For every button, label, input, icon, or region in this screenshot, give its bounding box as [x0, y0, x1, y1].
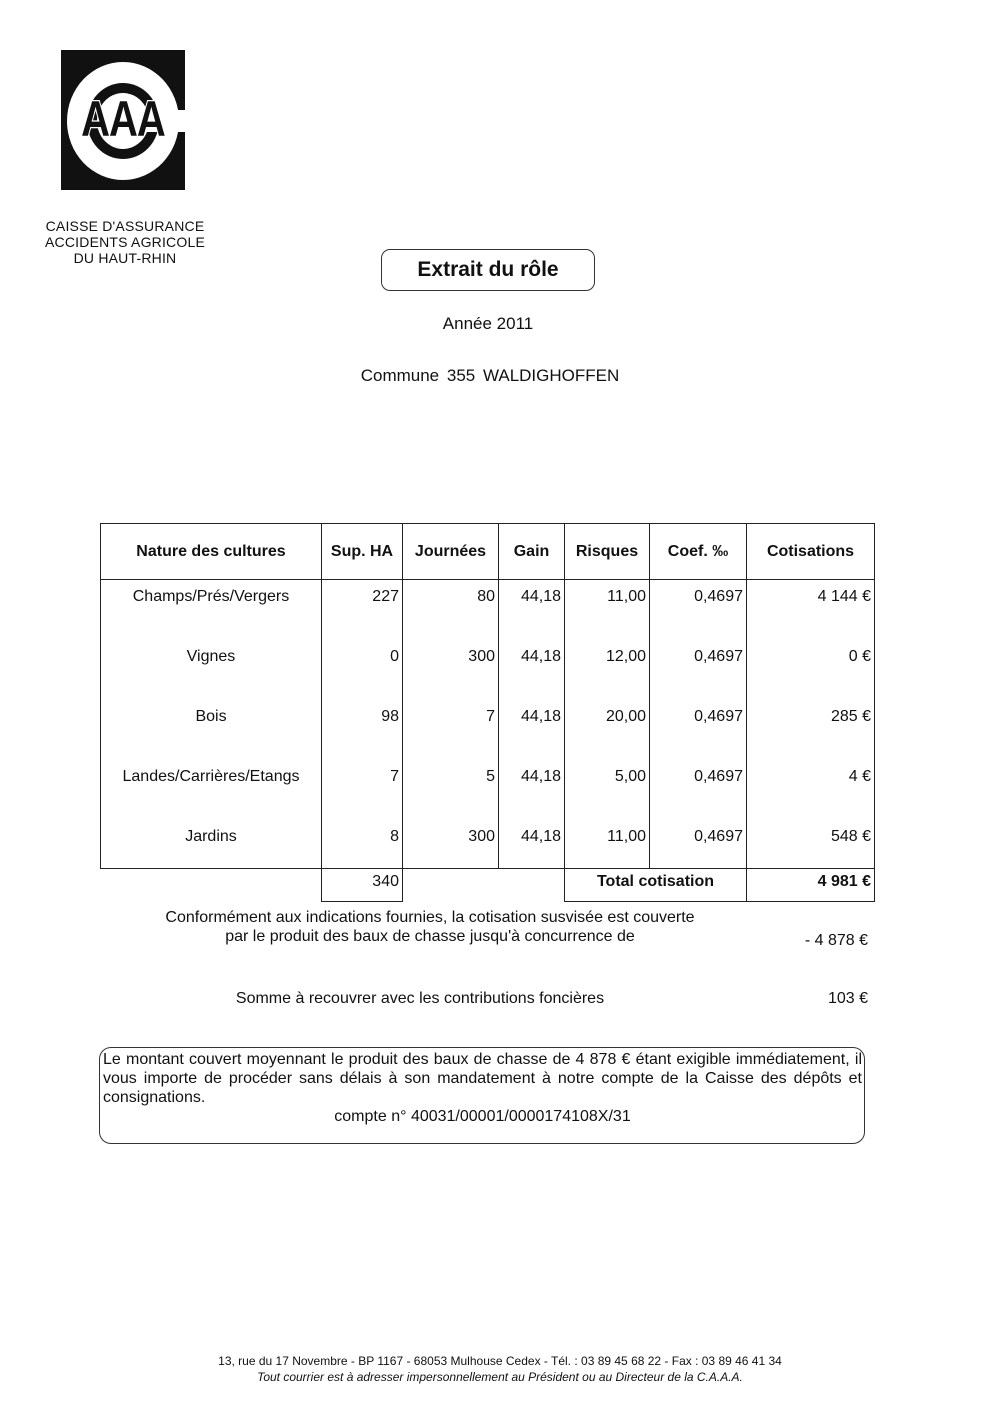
col-coef: Coef. ‰	[650, 524, 747, 580]
col-sup-ha: Sup. HA	[322, 524, 403, 580]
footer-note: Tout courrier est à adresser impersonnellement au Président ou au Directeur de la C.A.A.A.	[257, 1370, 743, 1384]
col-risques: Risques	[565, 524, 650, 580]
col-journees: Journées	[403, 524, 499, 580]
total-row	[101, 869, 875, 902]
document-title: Extrait du rôle	[381, 249, 595, 291]
recover-amount: 103 €	[827, 990, 868, 1007]
caaa-logo	[61, 50, 185, 190]
table-row: Bois 98 7 44,18 20,00 0,4697 285 €	[101, 700, 875, 760]
total-sup-ha: 340	[322, 869, 403, 902]
payment-notice-box	[99, 1047, 865, 1144]
logo-letters: AAA	[81, 92, 165, 148]
commune-line: Commune 355 WALDIGHOFFEN	[360, 366, 620, 385]
cultures-table	[100, 523, 875, 902]
col-gain: Gain	[499, 524, 565, 580]
recover-label: Somme à recouvrer avec les contributions foncières	[235, 990, 605, 1007]
col-cotisations: Cotisations	[747, 524, 875, 580]
account-number: compte n° 40031/00001/0000174108X/31	[334, 1108, 631, 1125]
year-line: Année 2011	[442, 314, 534, 333]
coverage-amount: - 4 878 €	[804, 932, 868, 949]
footer-address: 13, rue du 17 Novembre - BP 1167 - 68053 Mulhouse Cedex - Tél. : 03 89 45 68 22 - Fax : 03 89 46 41 34	[218, 1354, 782, 1368]
total-label: Total cotisation	[565, 869, 747, 902]
notice-text: Le montant couvert moyennant le produit des baux de chasse de 4 878 € étant exigible immédiatement, il vous importe de procéder sans délais à son mandatement à notre compte de la Caisse des dépôts et consignations.	[103, 1051, 862, 1106]
table-row: Vignes 0 300 44,18 12,00 0,4697 0 €	[101, 640, 875, 700]
table-row: Jardins 8 300 44,18 11,00 0,4697 548 €	[101, 820, 875, 869]
table-header-row	[101, 524, 875, 580]
table-row: Landes/Carrières/Etangs 7 5 44,18 5,00 0,4697 4 €	[101, 760, 875, 820]
table-row: Champs/Prés/Vergers 227 80 44,18 11,00 0,4697 4 144 €	[101, 580, 875, 641]
total-value: 4 981 €	[747, 869, 875, 902]
organization-name: CAISSE D'ASSURANCE ACCIDENTS AGRICOLE DU HAUT-RHIN	[45, 218, 205, 266]
col-nature: Nature des cultures	[101, 524, 322, 580]
coverage-text: Conformément aux indications fournies, la cotisation susvisée est couverte par le produit des baux de chasse jusqu'à concurrence de	[165, 909, 695, 945]
